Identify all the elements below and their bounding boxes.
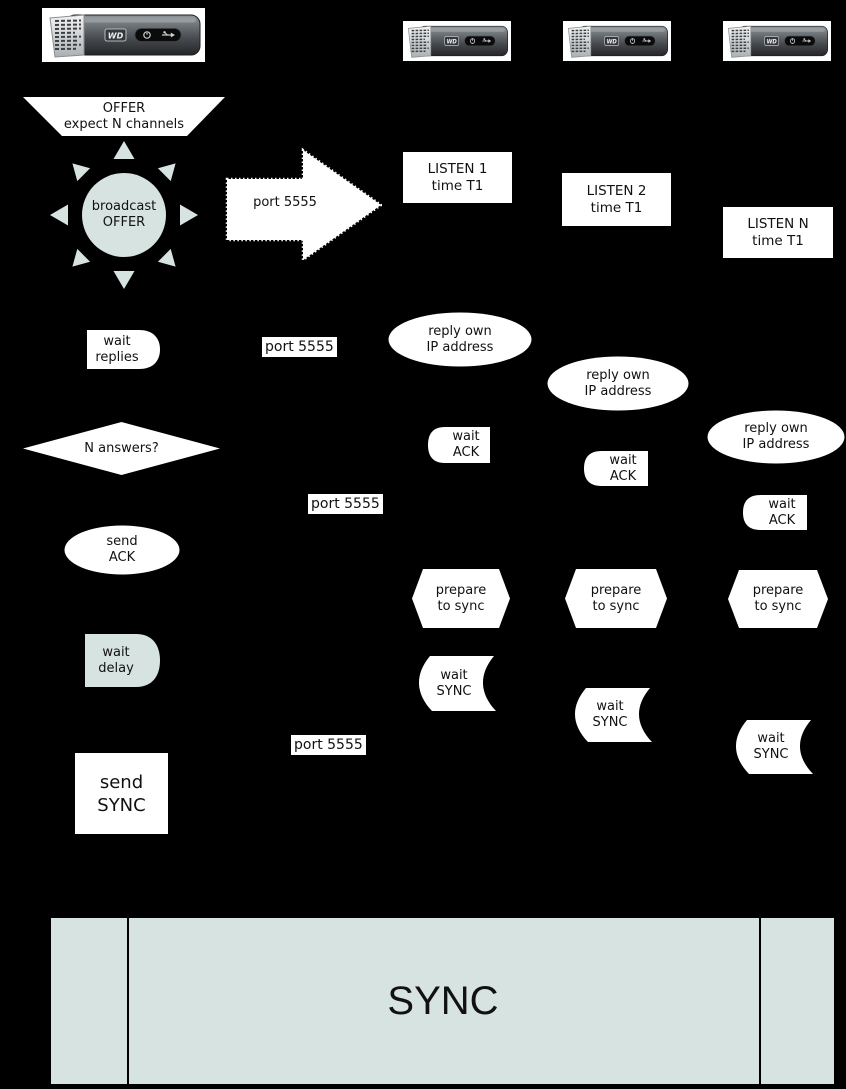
wait-sync-shape-3 xyxy=(729,719,813,775)
listen-box-1 xyxy=(403,152,512,203)
wait-ack-3-label: wait ACK xyxy=(768,496,796,528)
reply-ip-2-label: reply own IP address xyxy=(584,367,652,399)
prepare-1-label: prepare to sync xyxy=(435,582,487,614)
wait-sync-2-label: wait SYNC xyxy=(592,699,628,730)
broadcast-offer-sun xyxy=(44,135,204,295)
port-label-1: port 5555 xyxy=(262,337,337,357)
listen-box-n-label: LISTEN N time T1 xyxy=(747,215,809,249)
send-ack-ellipse xyxy=(64,525,180,575)
listen-box-n xyxy=(723,207,833,258)
wait-sync-3-label: wait SYNC xyxy=(753,731,789,762)
sync-timeline-bar xyxy=(49,916,836,1086)
prepare-3-label: prepare to sync xyxy=(752,583,804,614)
broadcast-offer-label: broadcast OFFER xyxy=(91,199,157,230)
prepare-hexagon-1 xyxy=(412,569,510,628)
wait-ack-2-label: wait ACK xyxy=(609,452,637,484)
send-ack-label: send ACK xyxy=(106,534,138,565)
wd-device-image-master xyxy=(42,8,205,62)
prepare-hexagon-3 xyxy=(728,570,828,628)
wait-sync-shape-2 xyxy=(568,687,652,743)
wait-ack-shape-1 xyxy=(428,427,490,463)
listen-box-2-label: LISTEN 2 time T1 xyxy=(586,182,647,216)
reply-ip-ellipse-2 xyxy=(547,356,689,411)
wait-replies-label: wait replies xyxy=(95,333,139,365)
sync-bar-divider-right xyxy=(759,918,761,1084)
wait-delay-label: wait delay xyxy=(98,644,134,676)
send-sync-box xyxy=(75,753,168,834)
reply-ip-3-label: reply own IP address xyxy=(742,421,810,452)
n-answers-diamond xyxy=(23,422,220,475)
wait-replies-delay xyxy=(87,330,160,369)
wait-ack-shape-2 xyxy=(584,451,648,486)
port-label-3: port 5555 xyxy=(291,735,366,755)
wait-delay-shape xyxy=(85,634,160,687)
prepare-hexagon-2 xyxy=(565,569,667,628)
reply-ip-ellipse-3 xyxy=(707,410,845,464)
wait-sync-shape-1 xyxy=(412,655,496,712)
sync-bar-label: SYNC xyxy=(387,978,499,1023)
offer-label: OFFER expect N channels xyxy=(63,100,185,132)
wd-device-image-3 xyxy=(723,21,831,61)
n-answers-label: N answers? xyxy=(84,440,159,456)
wd-device-image-2 xyxy=(563,21,671,61)
broadcast-arrow-label: port 5555 xyxy=(253,194,317,210)
listen-box-2 xyxy=(562,173,671,226)
send-sync-label: send SYNC xyxy=(97,771,146,816)
listen-box-1-label: LISTEN 1 time T1 xyxy=(427,160,488,194)
wait-ack-1-label: wait ACK xyxy=(452,429,480,460)
wait-sync-1-label: wait SYNC xyxy=(436,667,472,699)
offer-trapezoid xyxy=(23,97,225,136)
broadcast-arrow xyxy=(222,145,382,260)
wd-device-image-1 xyxy=(403,21,511,61)
reply-ip-ellipse-1 xyxy=(388,312,532,367)
prepare-2-label: prepare to sync xyxy=(590,582,642,614)
wait-ack-shape-3 xyxy=(743,495,807,530)
port-label-2: port 5555 xyxy=(308,494,383,514)
reply-ip-1-label: reply own IP address xyxy=(426,323,494,355)
